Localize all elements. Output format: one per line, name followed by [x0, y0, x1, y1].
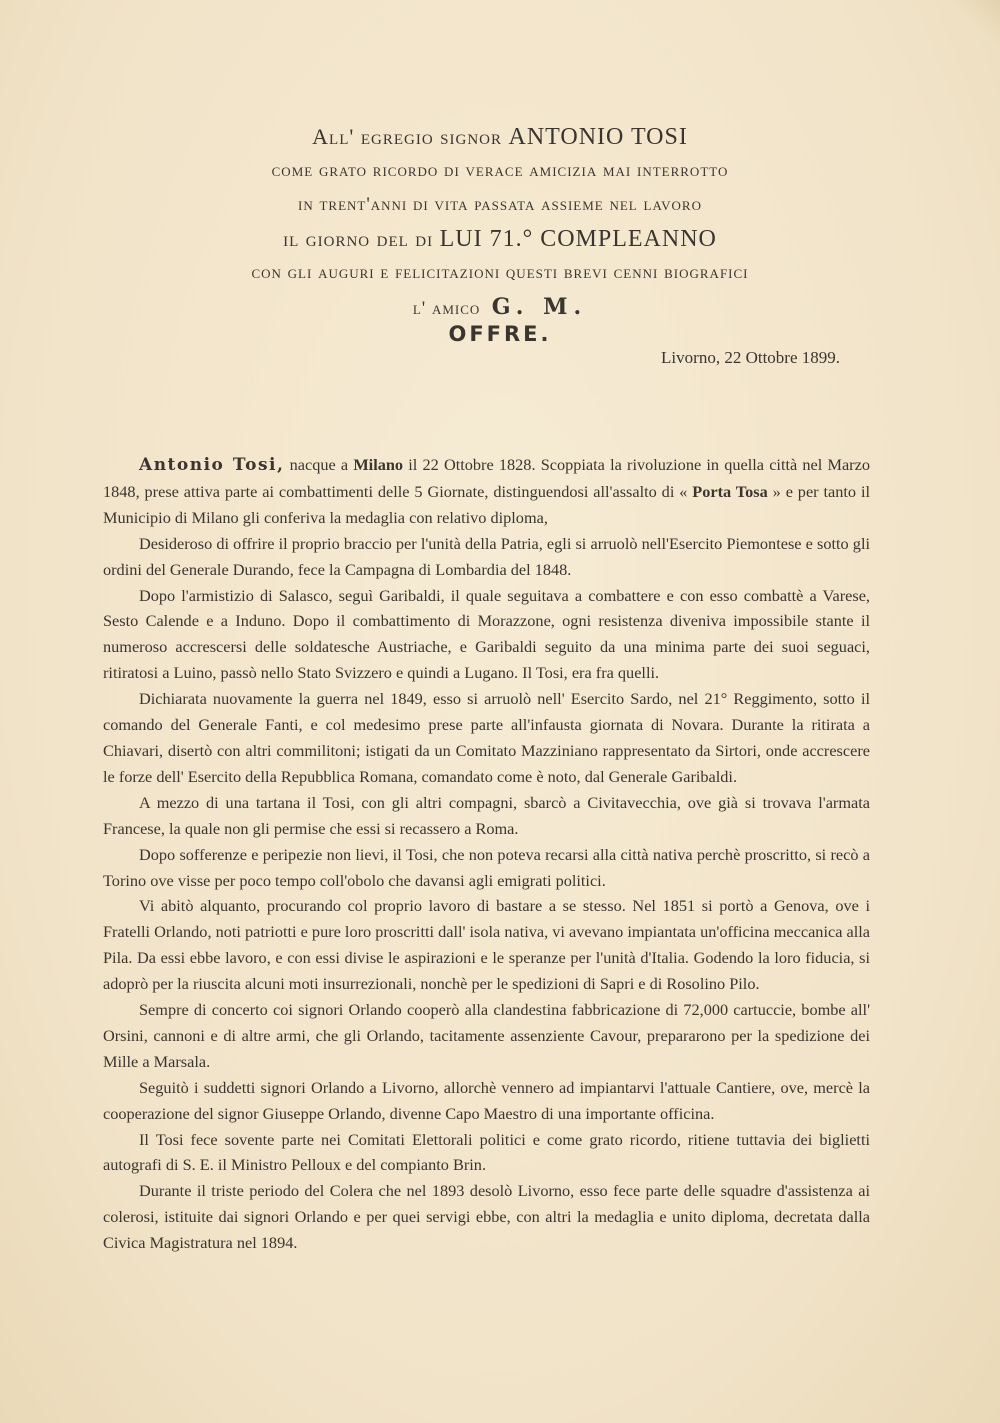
dedication-line-6: [0, 290, 1000, 326]
dedication-line-4: [0, 222, 1000, 256]
subject-name: Antonio Tosi,: [139, 455, 285, 475]
paragraph-2: Desideroso di offrire il proprio braccio per l'unità della Patria, egli si arruolò nell'Esercito Piemontese e sotto gli ordini del Generale Durando, fece la Campagna di Lombardia del 1848.: [103, 533, 870, 579]
dedication-prefix: All' egregio signor: [312, 124, 502, 149]
folded-corner: [940, 0, 1000, 60]
honoree-name: ANTONIO TOSI: [508, 124, 688, 150]
paragraph-1: [103, 452, 870, 531]
paragraph-9: Seguitò i suddetti signori Orlando a Livorno, allorchè vennero ad impiantarvi l'attuale Cantiere, ove, mercè la cooperazione del signor Giuseppe Orlando, divenne Capo Maestro di una importante officina.: [103, 1077, 870, 1123]
author-initials: G. M.: [491, 294, 588, 320]
birthday-title: LUI 71.° COMPLEANNO: [439, 226, 717, 252]
paragraph-3: Dopo l'armistizio di Salasco, seguì Garibaldi, il quale seguitava a combattere e con esso combattè a Varese, Sesto Calende e a Induno. Dopo il combattimento di Morazzone, ogni resistenza diveniva impossibile stante il numeroso accrescersi delle soldatesche Austriache, e Garibaldi seguito da una minima parte dei suoi seguaci, ritiratosi a Luino, passò nello Stato Svizzero e quindi a Lugano. Il Tosi, era fra quelli.: [103, 585, 870, 683]
offre-heading: OFFRE.: [448, 322, 552, 346]
dedication-line-1: [0, 120, 1000, 154]
dedication-block: [0, 120, 1000, 326]
porta-tosa: Porta Tosa: [692, 481, 768, 501]
dedication-line-4-prefix: il giorno del di: [283, 226, 434, 251]
paragraph-1-part-c: » e per tanto il Municipio di Milano gli conferiva la medaglia con relativo diploma,: [103, 481, 870, 527]
dedication-line-2: come grato ricordo di verace amicizia mai interrotto: [271, 160, 729, 181]
paragraph-8: Sempre di concerto coi signori Orlando cooperò alla clandestina fabbricazione di 72,000 cartuccie, bombe all' Orsini, cannoni e di altre armi, che gli Orlando, tacitamente assenziente Cavour, prepararono per la spedizione dei Mille a Marsala.: [103, 1000, 870, 1071]
paragraph-1-part-b: il 22 Ottobre 1828. Scoppiata la rivoluzione in quella città nel Marzo 1848, prese attiva parte ai combattimenti delle 5 Giornate, distinguendosi all'assalto di «: [103, 455, 870, 501]
biography-text: [103, 452, 870, 1256]
paragraph-11: Durante il triste periodo del Colera che nel 1893 desolò Livorno, esso fece parte delle squadre d'assistenza ai colerosi, istituite dai signori Orlando e per quei servigi ebbe, con altri la medaglia e unito diploma, decretata dalla Civica Magistratura nel 1894.: [103, 1181, 870, 1253]
city-milano: Milano: [353, 455, 404, 474]
dedication-line-3: in trent'anni di vita passata assieme nel lavoro: [298, 194, 702, 215]
paragraph-4: Dichiarata nuovamente la guerra nel 1849, esso si arruolò nell' Esercito Sardo, nel 21° Reggimento, sotto il comando del Generale Fanti, e col medesimo prese parte all'infausta giornata di Novara. Durante la ritirata a Chiavari, disertò con altri commilitoni; istigati da un Comitato Mazziniano rappresentato da Sirtori, onde accrescere le forze dell' Esercito della Repubblica Romana, comandato come è noto, dal Generale Garibaldi.: [103, 689, 870, 786]
paragraph-5: A mezzo di una tartana il Tosi, con gli altri compagni, sbarcò a Civitavecchia, ove già si trovava l'armata Francese, la quale non gli permise che essi si recassero a Roma.: [103, 792, 870, 838]
paragraph-10: Il Tosi fece sovente parte nei Comitati Elettorali politici e come grato ricordo, ritiene tuttavia dei biglietti autografi di S. E. il Ministro Pelloux e del compianto Brin.: [103, 1129, 870, 1175]
dedication-line-5: con gli auguri e felicitazioni questi brevi cenni biografici: [251, 262, 749, 283]
dedication-line-6-prefix: l' amico: [412, 298, 481, 319]
paragraph-7: Vi abitò alquanto, procurando col proprio lavoro di bastare a se stesso. Nel 1851 si portò a Genova, ove i Fratelli Orlando, noti patriotti e pure loro proscritti dall' isola nativa, vi avevano impiantata un'officina meccanica alla Pila. Da essi ebbe lavoro, e con essi divise le aspirazioni e le speranze per l'unità d'Italia. Godendo la loro fiducia, si adoprò per la riuscita alcuni moti insurrezionali, nonchè per le spedizioni di Sapri e di Rosolino Pilo.: [103, 896, 870, 994]
paragraph-1-part-a: nacque a: [284, 455, 354, 474]
paragraph-6: Dopo sofferenze e peripezie non lievi, il Tosi, che non poteva recarsi alla città nativa perchè proscritto, si recò a Torino ove visse per poco tempo coll'obolo che davansi agli emigrati politici.: [103, 844, 870, 890]
place-date: Livorno, 22 Ottobre 1899.: [661, 348, 840, 367]
